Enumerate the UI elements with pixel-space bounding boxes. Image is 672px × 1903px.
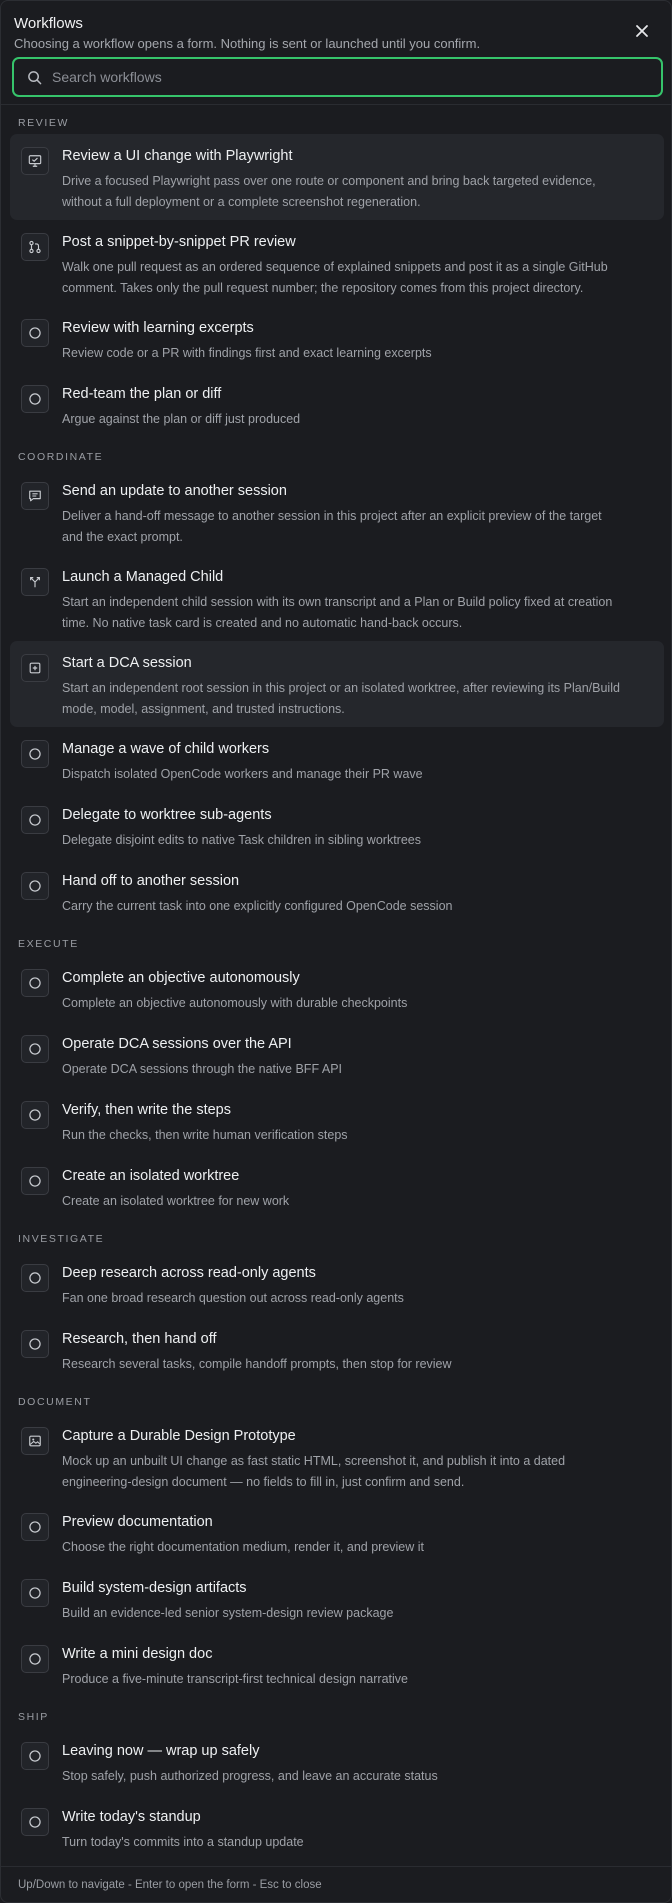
section-label-investigate: INVESTIGATE xyxy=(18,1233,105,1245)
section-label-execute: EXECUTE xyxy=(18,938,79,950)
section-label-ship: SHIP xyxy=(18,1711,49,1723)
workflow-description: Deliver a hand-off message to another session in this project after an explicit preview of the target and the exact prompt. xyxy=(62,509,602,544)
circle-icon xyxy=(28,1108,42,1122)
workflow-item-send-update[interactable] xyxy=(10,469,664,555)
workflow-title: Complete an objective autonomously xyxy=(62,970,300,986)
circle-icon xyxy=(28,1042,42,1056)
workflow-title: Send an update to another session xyxy=(62,483,287,499)
workflow-item-design-prototype[interactable] xyxy=(10,1414,664,1500)
plus-square-icon xyxy=(28,661,42,675)
workflow-description: Mock up an unbuilt UI change as fast static HTML, screenshot it, and publish it into a dated engineering-design document — no fields to fill in, just confirm and send. xyxy=(62,1454,566,1489)
workflow-item-verify-steps[interactable] xyxy=(10,1088,664,1154)
workflow-item-mini-design-doc[interactable] xyxy=(10,1632,664,1698)
workflow-item-operate-dca-api[interactable] xyxy=(10,1022,664,1088)
workflow-description: Review code or a PR with findings first and exact learning excerpts xyxy=(62,346,432,360)
section-label-review: REVIEW xyxy=(18,117,70,129)
workflow-title: Delegate to worktree sub-agents xyxy=(62,807,272,823)
workflow-description: Choose the right documentation medium, render it, and preview it xyxy=(62,1540,424,1554)
dialog-subtitle: Choosing a workflow opens a form. Nothing is sent or launched until you confirm. xyxy=(14,36,481,51)
circle-icon xyxy=(28,1815,42,1829)
workflow-description: Turn today's commits into a standup update xyxy=(62,1835,304,1849)
circle-icon xyxy=(28,1586,42,1600)
workflow-item-isolated-worktree[interactable] xyxy=(10,1154,664,1220)
section-label-coordinate: COORDINATE xyxy=(18,451,104,463)
workflow-title: Manage a wave of child workers xyxy=(62,741,270,757)
circle-icon xyxy=(28,1337,42,1351)
workflow-description: Create an isolated worktree for new work xyxy=(62,1194,290,1208)
workflow-item-system-design[interactable] xyxy=(10,1566,664,1632)
workflow-description: Complete an objective autonomously with durable checkpoints xyxy=(62,996,408,1010)
close-button[interactable] xyxy=(631,20,653,42)
workflow-title: Launch a Managed Child xyxy=(62,569,224,585)
workflow-title: Capture a Durable Design Prototype xyxy=(62,1428,296,1444)
workflow-item-standup[interactable] xyxy=(10,1795,664,1861)
workflow-item-wave-child-workers[interactable] xyxy=(10,727,664,793)
monitor-check-icon xyxy=(28,154,42,168)
workflow-item-learning-excerpts[interactable] xyxy=(10,306,664,372)
circle-icon xyxy=(28,879,42,893)
circle-icon xyxy=(28,1174,42,1188)
circle-icon xyxy=(28,1749,42,1763)
workflow-title: Review a UI change with Playwright xyxy=(62,148,293,164)
workflow-description: Start an independent child session with its own transcript and a Plan or Build policy fixed at creation time. No native task card is created and no automatic hand-back occurs. xyxy=(62,595,613,630)
workflow-title: Leaving now — wrap up safely xyxy=(62,1743,260,1759)
circle-icon xyxy=(28,1652,42,1666)
workflow-title: Build system-design artifacts xyxy=(62,1580,247,1596)
workflow-title: Write today's standup xyxy=(62,1809,201,1825)
dialog-header xyxy=(1,1,671,105)
circle-icon xyxy=(28,813,42,827)
workflow-description: Produce a five-minute transcript-first technical design narrative xyxy=(62,1672,408,1686)
workflow-title: Write a mini design doc xyxy=(62,1646,213,1662)
circle-icon xyxy=(28,326,42,340)
section-label-document: DOCUMENT xyxy=(18,1396,92,1408)
workflow-item-complete-objective[interactable] xyxy=(10,956,664,1022)
workflow-item-start-dca[interactable] xyxy=(10,641,664,727)
dialog-title: Workflows xyxy=(14,15,83,32)
workflow-description: Operate DCA sessions through the native BFF API xyxy=(62,1062,343,1076)
workflow-title: Review with learning excerpts xyxy=(62,320,254,336)
branch-split-icon xyxy=(28,575,42,589)
workflow-title: Verify, then write the steps xyxy=(62,1102,231,1118)
search-box[interactable] xyxy=(12,57,663,97)
workflow-description: Delegate disjoint edits to native Task children in sibling worktrees xyxy=(62,833,421,847)
workflow-item-managed-child[interactable] xyxy=(10,555,664,641)
image-icon xyxy=(28,1434,42,1448)
circle-icon xyxy=(28,747,42,761)
circle-icon xyxy=(28,1520,42,1534)
workflow-item-wrap-up[interactable] xyxy=(10,1729,664,1795)
close-icon xyxy=(635,24,649,38)
workflow-item-deep-research[interactable] xyxy=(10,1251,664,1317)
workflow-title: Post a snippet-by-snippet PR review xyxy=(62,234,296,250)
message-icon xyxy=(28,489,42,503)
workflow-title: Red-team the plan or diff xyxy=(62,386,222,402)
workflow-title: Preview documentation xyxy=(62,1514,213,1530)
workflow-description: Start an independent root session in this project or an isolated worktree, after reviewing its Plan/Build mode, model, assignment, and trusted instructions. xyxy=(62,681,620,716)
workflow-description: Stop safely, push authorized progress, and leave an accurate status xyxy=(62,1769,438,1783)
workflow-item-delegate-sub-agents[interactable] xyxy=(10,793,664,859)
workflow-item-preview-docs[interactable] xyxy=(10,1500,664,1566)
workflow-item-research-hand-off[interactable] xyxy=(10,1317,664,1383)
keyboard-hint-footer: Up/Down to navigate - Enter to open the form - Esc to close xyxy=(1,1866,672,1902)
search-icon xyxy=(27,70,42,85)
circle-icon xyxy=(28,1271,42,1285)
workflow-title: Hand off to another session xyxy=(62,873,240,889)
workflow-description: Carry the current task into one explicitly configured OpenCode session xyxy=(62,899,453,913)
workflow-item-pr-snippet-review[interactable] xyxy=(10,220,664,306)
pull-request-icon xyxy=(28,240,42,254)
workflow-description: Build an evidence-led senior system-design review package xyxy=(62,1606,394,1620)
workflow-title: Operate DCA sessions over the API xyxy=(62,1036,292,1052)
workflow-title: Start a DCA session xyxy=(62,655,192,671)
workflow-title: Deep research across read-only agents xyxy=(62,1265,316,1281)
workflow-description: Drive a focused Playwright pass over one route or component and bring back targeted evidence, without a full deployment or a complete screenshot regeneration. xyxy=(62,174,596,209)
workflow-item-red-team[interactable] xyxy=(10,372,664,438)
workflow-title: Research, then hand off xyxy=(62,1331,217,1347)
workflow-description: Research several tasks, compile handoff prompts, then stop for review xyxy=(62,1357,452,1371)
workflow-description: Fan one broad research question out across read-only agents xyxy=(62,1291,404,1305)
workflow-title: Create an isolated worktree xyxy=(62,1168,240,1184)
workflow-item-review-ui-playwright[interactable] xyxy=(10,134,664,220)
circle-icon xyxy=(28,392,42,406)
circle-icon xyxy=(28,976,42,990)
workflow-description: Walk one pull request as an ordered sequence of explained snippets and post it as a single GitHub comment. Takes only the pull request number; the repository comes from this project directory. xyxy=(62,260,608,295)
workflow-description: Dispatch isolated OpenCode workers and manage their PR wave xyxy=(62,767,423,781)
workflow-item-hand-off-session[interactable] xyxy=(10,859,664,925)
workflow-description: Argue against the plan or diff just produced xyxy=(62,412,301,426)
workflow-description: Run the checks, then write human verification steps xyxy=(62,1128,348,1142)
search-input[interactable] xyxy=(52,59,661,95)
